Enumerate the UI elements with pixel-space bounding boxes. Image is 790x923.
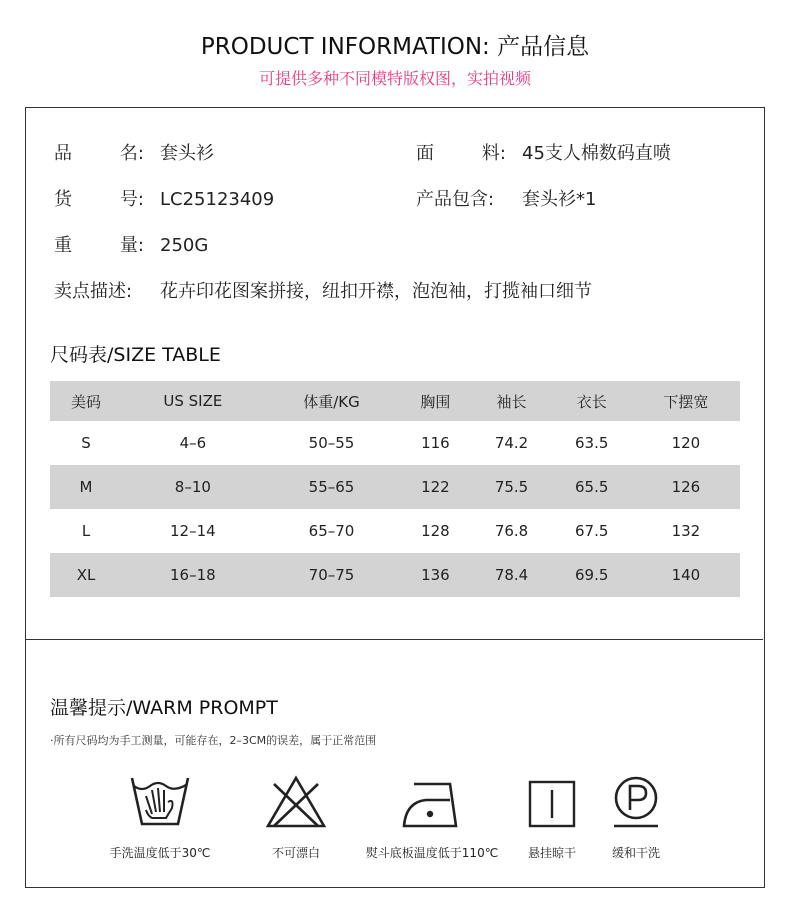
table-cell: 16–18	[122, 553, 264, 597]
no-bleach-icon	[264, 772, 328, 832]
size-table	[50, 381, 740, 597]
info-sku-value: LC25123409	[160, 189, 275, 210]
table-cell: 128	[421, 522, 450, 540]
table-cell: XL	[50, 553, 122, 597]
info-package-value: 套头衫*1	[522, 189, 597, 210]
info-weight-value: 250G	[160, 235, 209, 256]
table-cell: 65.5	[552, 465, 632, 509]
care-item-no-bleach	[226, 772, 366, 860]
table-cell: 4–6	[179, 434, 207, 452]
dry-clean-p-icon	[604, 772, 668, 832]
table-row	[50, 465, 740, 509]
info-selling-label: 卖点描述:	[54, 281, 133, 302]
table-cell: 126	[632, 465, 740, 509]
table-cell: 76.8	[494, 522, 529, 540]
care-item-dry-clean	[566, 772, 706, 860]
table-cell: 50–55	[308, 434, 355, 452]
table-cell: 69.5	[552, 553, 632, 597]
size-table-header: 下摆宽	[632, 381, 740, 421]
info-name-label-1: 品	[54, 143, 72, 164]
info-fabric-label-2: 料:	[481, 143, 506, 164]
section-divider	[26, 639, 763, 640]
info-sku-label-2: 号:	[119, 189, 144, 210]
table-cell: 132	[671, 522, 701, 540]
page-subtitle: 可提供多种不同模特版权图，实拍视频	[258, 69, 531, 88]
page-title: PRODUCT INFORMATION: 产品信息	[200, 34, 590, 60]
hand-wash-icon	[128, 772, 192, 832]
table-cell: 75.5	[471, 465, 551, 509]
warm-prompt-title: 温馨提示/WARM PROMPT	[50, 697, 278, 719]
care-label: 不可漂白	[271, 846, 320, 860]
info-name-value: 套头衫	[160, 143, 214, 164]
info-package-row	[416, 185, 596, 211]
table-cell: 116	[421, 434, 450, 452]
product-info-frame	[25, 107, 765, 888]
size-table-header: 体重/KG	[264, 381, 400, 421]
info-fabric-value: 45支人棉数码直喷	[522, 143, 671, 164]
table-cell: 8–10	[122, 465, 264, 509]
info-weight-row	[54, 231, 208, 257]
size-table-header: 衣长	[552, 381, 632, 421]
info-name-row	[54, 139, 214, 165]
table-cell: 55–65	[264, 465, 400, 509]
info-weight-label-2: 量:	[119, 235, 144, 256]
care-item-iron	[362, 772, 502, 860]
care-item-hand-wash	[90, 772, 230, 860]
info-selling-row	[54, 277, 592, 303]
warm-prompt-note: ·所有尺码均为手工测量，可能存在，2–3CM的误差，属于正常范围	[50, 734, 377, 747]
table-cell: L	[81, 522, 91, 540]
table-cell: 140	[632, 553, 740, 597]
size-table-header: US SIZE	[122, 381, 264, 421]
size-table-header: 美码	[50, 381, 122, 421]
table-row	[50, 553, 740, 597]
table-cell: 78.4	[471, 553, 551, 597]
size-table-title: 尺码表/SIZE TABLE	[50, 344, 221, 366]
size-table-header: 胸围	[399, 381, 471, 421]
care-label: 熨斗底板温度低于110℃	[365, 846, 499, 860]
care-label: 缓和干洗	[611, 846, 660, 860]
table-cell: M	[50, 465, 122, 509]
table-cell: 63.5	[575, 434, 609, 452]
info-weight-label-1: 重	[54, 235, 72, 256]
table-cell: 122	[399, 465, 471, 509]
size-table-header-row	[50, 381, 740, 421]
info-fabric-row	[416, 139, 671, 165]
care-label: 悬挂晾干	[527, 846, 576, 860]
info-sku-row	[54, 185, 274, 211]
table-cell: 120	[671, 434, 701, 452]
table-cell: 136	[399, 553, 471, 597]
info-name-label-2: 名:	[119, 143, 144, 164]
info-fabric-label-1: 面	[416, 143, 434, 164]
table-cell: S	[81, 434, 91, 452]
table-cell: 65–70	[308, 522, 355, 540]
iron-icon	[400, 772, 464, 832]
table-cell: 67.5	[575, 522, 609, 540]
table-row	[50, 421, 740, 465]
table-row	[50, 509, 740, 553]
table-cell: 70–75	[264, 553, 400, 597]
info-package-label: 产品包含:	[416, 189, 495, 210]
table-cell: 74.2	[494, 434, 529, 452]
care-label: 手洗温度低于30℃	[109, 846, 211, 860]
size-table-header: 袖长	[471, 381, 551, 421]
info-selling-value: 花卉印花图案拼接，纽扣开襟，泡泡袖，打揽袖口细节	[160, 281, 592, 302]
info-sku-label-1: 货	[54, 189, 72, 210]
table-cell: 12–14	[170, 522, 216, 540]
